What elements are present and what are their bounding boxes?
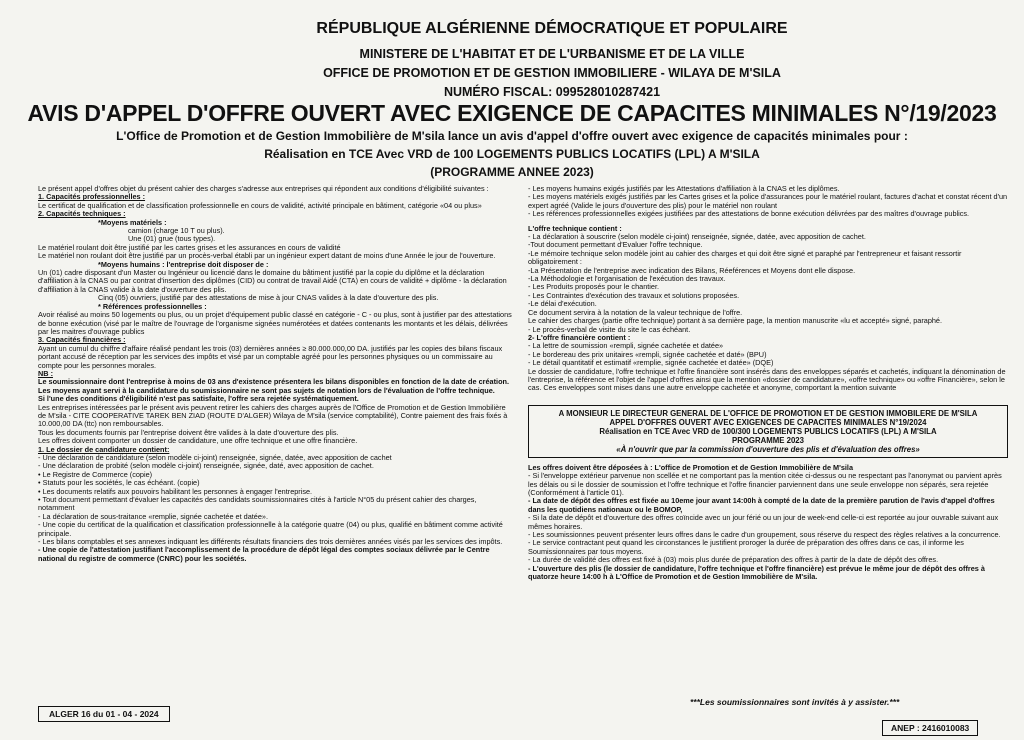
list-item: • Tout document permettant d'évaluer les capacités des candidats soumissionnaires cités à l'article N°05 du présent cahier des charges, notamment [38, 495, 477, 513]
section-heading: 1. Le dossier de candidature contient: [38, 444, 170, 454]
right-column [528, 185, 1008, 581]
box-project: Réalisation en TCE Avec VRD de 100/300 LOGEMENTS PUBLICS LOCATIFS (LPL) A M'SILA [599, 426, 937, 436]
list-item: - Si la date de dépôt et d'ouverture des offres coïncide avec un jour férié ou un jour de week-end celle-ci est reportée au jour ouvrable suivant aux mêmes horaires. [528, 513, 999, 531]
list-item: -La Présentation de l'entreprise avec indication des Bilans, Réeférences et Moyens dont elle dispose. [528, 265, 856, 275]
envelope-mention-box [528, 405, 1008, 458]
publication-date-box: ALGER 16 du 01 - 04 - 2024 [38, 706, 170, 722]
list-item: -Le délai d'exécution. [528, 299, 597, 309]
box-programme: PROGRAMME 2023 [732, 435, 804, 445]
box-notice: «À n'ouvrir que par la commission d'ouverture des plis et d'évaluation des offres» [616, 444, 920, 454]
list-item: - La durée de validité des offres est fixé à (03) mois plus durée de préparation des offres à partir de la date de dépôt des offres. [528, 555, 939, 565]
list-item: - Si l'enveloppe extérieur parvenue non scellée et ne comportant pas la mention citée ci-dessus ou ne respectant pas l'anonymat ou parvient après les délais ou si le dossier de soumission et l'offre technique et l'offre financier parviennent dans une seule enveloppe non séparés, sera rejetée (Conformément à l'article 01). [528, 471, 1002, 497]
invitation-note: ***Les soumissionnaires sont invités à y assister.*** [690, 697, 900, 707]
list-item: - Une copie du certificat de la qualification et classification professionnelle à la catégorie quatre (04) ou plus, qualifié en bâtiment comme activité principale. [38, 520, 503, 538]
left-column [38, 185, 514, 563]
list-item: - La date de dépôt des offres est fixée au 10eme jour avant 14:00h à compté de la date de la première parution de l'avis d'appel d'offres dans les quotidiens nationaux ou le BOMOP, [528, 496, 995, 514]
sub-heading: *Moyens matériels : [98, 217, 167, 227]
programme-line: (PROGRAMME ANNEE 2023) [430, 165, 594, 179]
section-heading: 1. Capacités professionnelles : [38, 192, 146, 202]
paragraph: Les moyens ayant servi à la candidature du soumissionnaire ne sont pas sujets de notation lors de l'évaluation de l'offre technique. [38, 385, 495, 395]
list-item: - Les Produits proposés pour le chantier. [528, 282, 660, 292]
section-heading: 2- L'offre financière contient : [528, 332, 631, 342]
list-item: - Le service contractant peut quand les circonstances le justifient proroger la durée de préparation des offres dans ce cas, il informe les Soumissionnaires par tous moyens. [528, 538, 964, 556]
paragraph: Le présent appel d'offres objet du présent cahier des charges s'adresse aux entreprises qui répondent aux conditions d'éligibilité suivantes : [38, 184, 489, 193]
header-fiscal-number: NUMÉRO FISCAL: 099528010287421 [443, 85, 661, 99]
list-item: - Une déclaration de probité (selon modèle ci-joint) renseignée, signée, daté, avec apposition de cachet. [38, 461, 374, 471]
list-item: - Une copie de l'attestation justifiant l'accomplissement de la procédure de dépôt légal des comptes sociaux délivrée par le Centre national du registre de commerce (CNRC) pour les sociétés. [38, 545, 490, 563]
list-item: Une (01) grue (tous types). [128, 234, 216, 244]
paragraph: Un (01) cadre disposant d'un Master ou Ingénieur ou licencié dans le domaine du bâtiment justifié par la copie du diplôme et la déclaration d'affiliation à la CNAS ou par contrat d'insertion des diplômes (CID) ou contrat de travail Aidé (CTA) en cours de validité + diplôme - la déclaration d'affiliation à la CNAS valide à la date d'ouverture des plis. [38, 268, 507, 294]
list-item: -Le mémoire technique selon modèle joint au cahier des charges et qui doit être signé et paraphé par l'entrepreneur et faisant ressortir obligatoirement : [528, 248, 962, 267]
paragraph: Cinq (05) ouvriers, justifié par des attestations de mise à jour CNAS valides à la date d'ouverture des plis. [98, 293, 439, 303]
paragraph: Les offres doivent comporter un dossier de candidature, une offre technique et une offre financière. [38, 436, 358, 446]
list-item: camion (charge 10 T ou plus). [128, 226, 225, 236]
list-item: - Le procès-verbal de visite du site le cas échéant. [528, 324, 691, 334]
list-item: • Les documents relatifs aux pouvoirs habilitant les personnes à engager l'entreprise. [38, 486, 313, 496]
section-heading: 3. Capacités financières : [38, 335, 126, 345]
paragraph: Les entreprises intéressées par le présent avis peuvent retirer les cahiers des charges auprès de l'Office de Promotion et de Gestion Immobilière de M'sila - CITE COOPERATIVE TAREK BEN ZIAD (ROUTE D'ALGER) Wilaya de M'sila (service comptabilité), Contre paiement des frais fixés à 10.000,00 DA (ttc) non remboursables. [38, 402, 508, 429]
list-item: • Statuts pour les sociétés, le cas échéant. (copie) [38, 478, 200, 488]
list-item: - L'ouverture des plis (le dossier de candidature, l'offre technique et l'offre financière) est prévue le même jour de dépôt des offres à quatorze heure 14:00 h à L'Office de Promotion et de Gestion Immobilière de M'sila. [528, 563, 985, 582]
list-item: - La lettre de soumission «rempli, signée cachetée et datée» [528, 341, 724, 351]
section-heading: 2. Capacités techniques : [38, 209, 126, 219]
header-ministry: MINISTERE DE L'HABITAT ET DE L'URBANISME ET DE LA VILLE [359, 47, 745, 61]
list-item: - Les Contraintes d'exécution des travaux et solutions proposées. [528, 290, 740, 300]
paragraph: Le certificat de qualification et de classification professionnelle en cours de validité, activité principale en bâtiment, catégorie «04 ou plus» [38, 200, 482, 210]
project-line: Réalisation en TCE Avec VRD de 100 LOGEMENTS PUBLICS LOCATIFS (LPL) A M'SILA [264, 147, 760, 161]
list-item: - Les bilans comptables et ses annexes indiquant les différents résultats financiers des trois dernières années visés par les services des impôts. [38, 537, 503, 547]
list-item: - Une déclaration de candidature (selon modèle ci-joint) renseignée, signée, datée, avec apposition de cachet [38, 453, 392, 462]
paragraph: Ayant un cumul du chiffre d'affaire réalisé pendant les trois (03) dernières années ≥ 80.000.000,00 DA. justifiés par les copies des bilans fiscaux portant accusé de réception par les services des impôts et visé par un comptable agréé pour les personnes physiques ou un commissaire au compte pour les personnes morales. [38, 343, 503, 370]
paragraph: Tous les documents fournis par l'entreprise doivent être valides à la date d'ouverture des plis. [38, 427, 339, 437]
list-item: - Les références professionnelles exigées justifiées par des attestations de bonne exécution délivrées par des maîtres d'ouvrage publics. [528, 209, 970, 219]
list-item: - La déclaration à souscrire (selon modèle ci-joint) renseignée, signée, datée, avec apposition de cachet. [528, 232, 866, 242]
box-addressee: A MONSIEUR LE DIRECTEUR GENERAL DE L'OFFICE DE PROMOTION ET DE GESTION IMMOBILERE DE M'SILA [558, 408, 978, 418]
sub-heading: *Moyens humains : l'entreprise doit disposer de : [98, 259, 269, 269]
list-item: - Le détail quantitatif et estimatif «remplie, signée cachetée et datée» (DQE) [528, 358, 774, 368]
paragraph: Le matériel non roulant doit être justifié par un procès-verbal établi par un ingénieur expert datant de moins d'une Année le jour de l'ouverture. [38, 251, 496, 261]
header-office: OFFICE DE PROMOTION ET DE GESTION IMMOBILIERE - WILAYA DE M'SILA [323, 66, 781, 80]
list-item: -Tout document permettant d'Evaluer l'offre technique. [528, 240, 703, 250]
intro-line: L'Office de Promotion et de Gestion Immobilière de M'sila lance un avis d'appel d'offre ouvert avec exigence de capacités minimales pour : [116, 129, 908, 143]
list-item: - Les soumissionnes peuvent présenter leurs offres dans le cadre d'un groupement, sous réserve du respect des règles relatives a la concurrence. [528, 530, 1001, 539]
document-title: AVIS D'APPEL D'OFFRE OUVERT AVEC EXIGENCE DE CAPACITES MINIMALES N°/19/2023 [27, 100, 997, 126]
sub-heading: * Références professionnelles : [98, 301, 207, 311]
paragraph: Le matériel roulant doit être justifié par les cartes grises et les assurances en cours de validité [38, 242, 341, 252]
box-tender-ref: APPEL D'OFFRES OUVERT AVEC EXIGENCES DE CAPACITES MINIMALES N°19/2024 [609, 417, 927, 427]
list-item: - Les moyens matériels exigés justifiés par les Cartes grises et la police d'assurances pour le matériel roulant, factures d'achat et constat récent d'un expert agréé (Valide le jours d'ouverture des plis) pour le matériel non roulant [528, 192, 1008, 210]
paragraph: Le dossier de candidature, l'offre technique et l'offre financière sont insérés dans des enveloppes séparés et cachetés, indiquant la dénomination de l'entreprise, la référence et l'objet de l'appel d'offres ainsi que la mention «dossier de candidature», «offre technique» ou «offre Financière», selon le cas. Ces enveloppes sont mises dans une autre enveloppe cachetée et anonyme, comportant la mention suivante [528, 366, 1006, 393]
list-item: - La déclaration de sous-traitance «remplie, signée cachetée et datée». [38, 511, 268, 521]
paragraph: Le cahier des charges (partie offre technique) portant à sa dernière page, la mention manuscrite «lu et accepté» signé, paraphé. [528, 316, 943, 326]
paragraph: Ce document servira à la notation de la valeur technique de l'offre. [528, 307, 743, 317]
list-item: - Les moyens humains exigés justifiés par les Attestations d'affiliation à la CNAS et les diplômes. [528, 184, 840, 193]
nb-heading: NB : [38, 368, 53, 378]
section-heading: L'offre technique contient : [528, 223, 622, 233]
list-item: - Le bordereau des prix unitaires «rempli, signée cachetée et daté» (BPU) [528, 349, 767, 359]
list-item: • Le Registre de Commerce (copie) [38, 469, 153, 479]
anep-number-box: ANEP : 2416010083 [882, 720, 978, 736]
paragraph: Le soumissionnaire dont l'entreprise à moins de 03 ans d'existence présentera les bilans disponibles en fonction de la date de création. [38, 377, 510, 387]
paragraph: Les offres doivent être déposées à : L'office de Promotion et de Gestion Immobilière de M'sila [528, 462, 854, 472]
header-republic: RÉPUBLIQUE ALGÉRIENNE DÉMOCRATIQUE ET POPULAIRE [316, 20, 788, 37]
paragraph: Avoir réalisé au moins 50 logements ou plus, ou un projet d'équipement public classé en catégorie - C - ou plus, sont à justifier par des attestations de bonne exécution (visé par le maître de l'ouvrage de l'organisme signées numérotées et datées contenants les montants et les délais, délivrées par les maitres d'ouvrage publics [38, 310, 512, 336]
list-item: -La Méthodologie et l'organisation de l'exécution des travaux. [528, 274, 726, 284]
paragraph: Si l'une des conditions d'éligibilité n'est pas satisfaite, l'offre sera rejetée systématiquement. [38, 394, 359, 404]
